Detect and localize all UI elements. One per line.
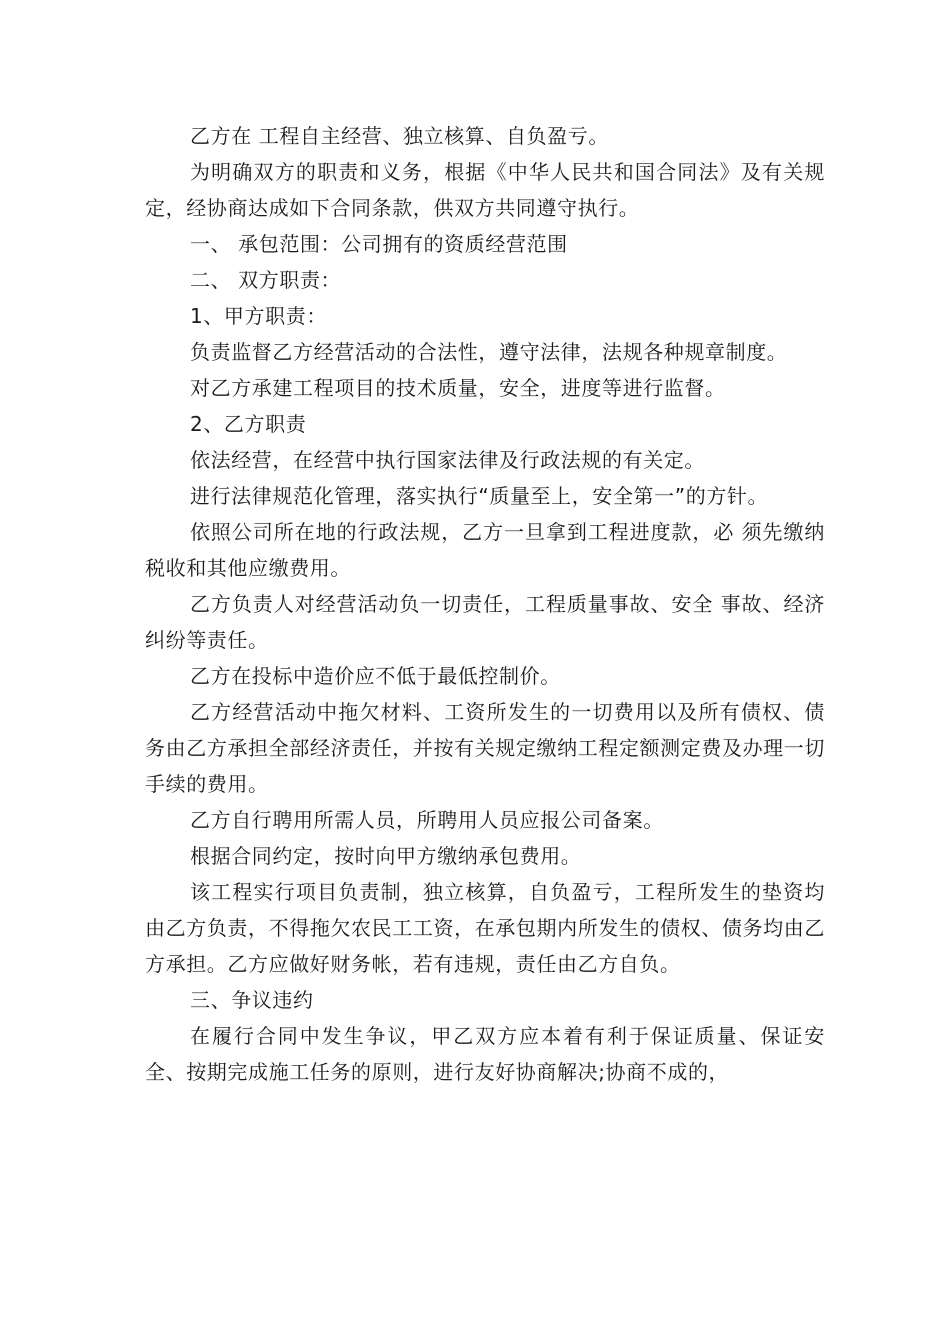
paragraph-staffing: 乙方自行聘用所需人员，所聘用人员应报公司备案。 [190,808,664,832]
heading-disputes: 三、争议违约 [190,988,314,1012]
heading-party-a: 1、甲方职责： [190,304,327,328]
paragraph-dispute-resolution: 在履行合同中发生争议，甲乙双方应本着有利于保证质量、保证安全、按期完成施工任务的原则，进行友好协商解决;协商不成的， [145,1024,825,1084]
paragraph-taxes: 依照公司所在地的行政法规，乙方一旦拿到工程进度款，必 须先缴纳税收和其他应缴费用。 [145,520,825,580]
paragraph-purpose: 为明确双方的职责和义务，根据《中华人民共和国合同法》及有关规定，经协商达成如下合同条款，供双方共同遵守执行。 [145,160,825,220]
paragraph-party-a-supervise-quality: 对乙方承建工程项目的技术质量，安全，进度等进行监督。 [190,376,726,400]
paragraph-scope: 一、 承包范围：公司拥有的资质经营范围 [190,232,568,256]
paragraph-fees: 根据合同约定，按时向甲方缴纳承包费用。 [190,844,582,868]
heading-responsibilities: 二、 双方职责： [190,268,342,292]
heading-party-b: 2、乙方职责 [190,412,307,436]
paragraph-self-operation: 乙方在 工程自主经营、独立核算、自负盈亏。 [190,124,609,148]
paragraph-lawful-operation: 依法经营，在经营中执行国家法律及行政法规的有关定。 [190,448,705,472]
paragraph-party-a-supervise-legality: 负责监督乙方经营活动的合法性，遵守法律，法规各种规章制度。 [190,340,788,364]
paragraph-bidding: 乙方在投标中造价应不低于最低控制价。 [190,664,561,688]
paragraph-liability: 乙方负责人对经营活动负一切责任，工程质量事故、安全 事故、经济纠纷等责任。 [145,592,825,652]
document-body [145,118,825,1090]
paragraph-quality-safety: 进行法律规范化管理，落实执行“质量至上，安全第一”的方针。 [190,484,769,508]
paragraph-debts: 乙方经营活动中拖欠材料、工资所发生的一切费用以及所有债权、债务由乙方承担全部经济责任，并按有关规定缴纳工程定额测定费及办理一切手续的费用。 [145,700,825,796]
paragraph-project-responsibility: 该工程实行项目负责制，独立核算，自负盈亏，工程所发生的垫资均由乙方负责，不得拖欠农民工工资，在承包期内所发生的债权、债务均由乙方承担。乙方应做好财务帐，若有违规，责任由乙方自负。 [145,880,825,976]
